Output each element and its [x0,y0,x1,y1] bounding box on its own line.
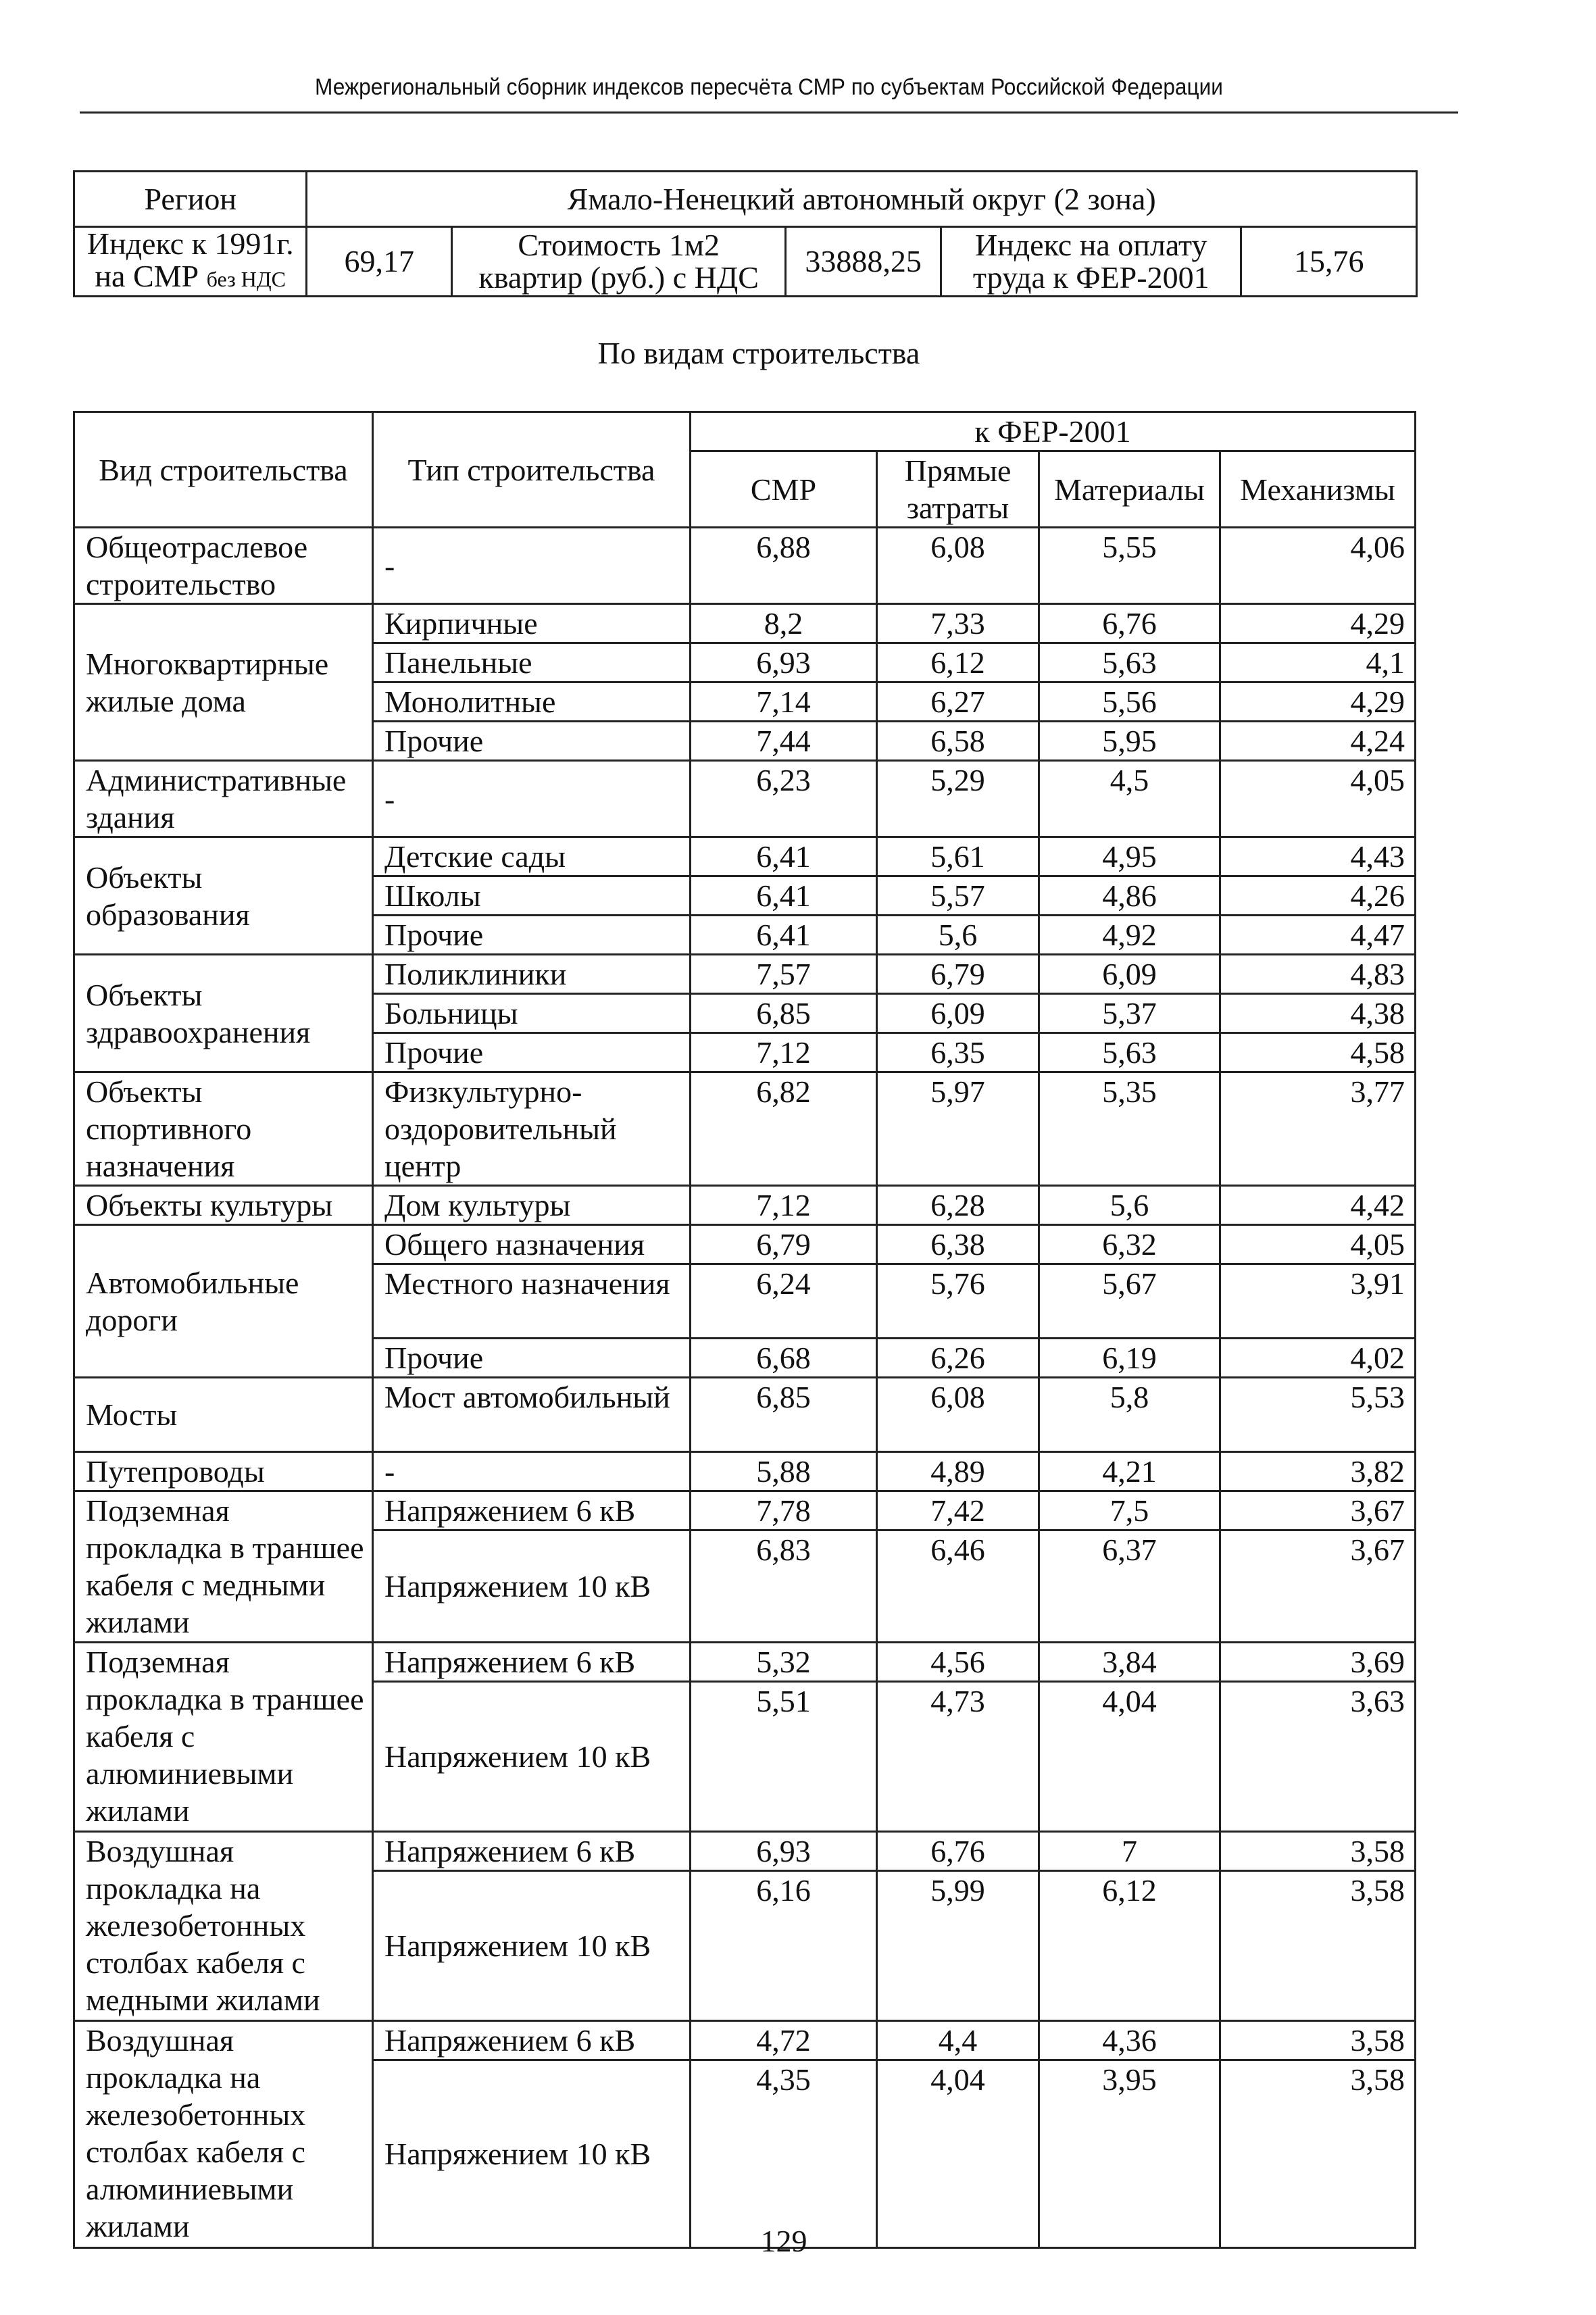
labor-label-line1: Индекс на оплату [974,228,1207,262]
value-smr: 6,41 [691,876,877,916]
construction-type: Прочие [373,722,691,761]
value-smr: 5,51 [691,1682,877,1832]
construction-type: Кирпичные [373,604,691,643]
col-header-materials: Материалы [1039,451,1220,528]
construction-kind: Административные здания [74,761,373,837]
value-mechanisms: 4,58 [1220,1033,1416,1072]
labor-label [941,227,1241,297]
value-direct: 6,38 [877,1225,1039,1264]
construction-type: Напряжением 6 кВ [373,2021,691,2060]
value-mechanisms: 3,63 [1220,1682,1416,1832]
value-smr: 7,57 [691,955,877,994]
labor-label-line2: труда к ФЕР-2001 [972,260,1210,295]
table-row [74,1491,1416,1530]
value-materials: 5,63 [1039,643,1220,682]
value-direct: 4,89 [877,1452,1039,1491]
table-row [74,1225,1416,1264]
value-direct: 6,08 [877,528,1039,604]
value-smr: 5,32 [691,1643,877,1682]
index-label-main: на СМР [95,259,199,293]
table-row [74,955,1416,994]
table-row [74,1452,1416,1491]
value-direct: 5,57 [877,876,1039,916]
value-mechanisms: 4,26 [1220,876,1416,916]
table-row [74,1378,1416,1452]
table-row [74,1072,1416,1186]
value-smr: 7,12 [691,1033,877,1072]
construction-type: Прочие [373,1339,691,1378]
value-smr: 6,85 [691,994,877,1033]
value-smr: 6,16 [691,1871,877,2021]
construction-type: Напряжением 10 кВ [373,2060,691,2248]
table-row [74,837,1416,876]
value-direct: 5,61 [877,837,1039,876]
value-smr: 6,23 [691,761,877,837]
table-body [74,528,1416,2248]
construction-type: Общего назначения [373,1225,691,1264]
value-mechanisms: 3,77 [1220,1072,1416,1186]
value-mechanisms: 4,1 [1220,643,1416,682]
index-label-small: без НДС [206,267,286,291]
value-mechanisms: 4,02 [1220,1339,1416,1378]
cost-label-line1: Стоимость 1м2 [518,228,720,262]
value-mechanisms: 4,38 [1220,994,1416,1033]
table-row [74,1186,1416,1225]
value-materials: 4,21 [1039,1452,1220,1491]
construction-type: Напряжением 6 кВ [373,1832,691,1871]
value-mechanisms: 3,67 [1220,1530,1416,1643]
value-direct: 6,26 [877,1339,1039,1378]
table-row [74,1643,1416,1682]
table-row [74,604,1416,643]
value-materials: 7,5 [1039,1491,1220,1530]
value-direct: 6,35 [877,1033,1039,1072]
index-label-line2 [79,260,301,295]
value-direct: 6,76 [877,1832,1039,1871]
construction-type: Физкультурно-оздоровительный центр [373,1072,691,1186]
value-materials: 5,67 [1039,1264,1220,1339]
value-smr: 4,72 [691,2021,877,2060]
value-direct: 6,12 [877,643,1039,682]
table-row [74,2021,1416,2060]
value-direct: 5,29 [877,761,1039,837]
value-direct: 6,09 [877,994,1039,1033]
value-mechanisms: 3,58 [1220,1871,1416,2021]
value-direct: 7,33 [877,604,1039,643]
value-mechanisms: 4,29 [1220,604,1416,643]
value-smr: 6,24 [691,1264,877,1339]
construction-type: - [373,528,691,604]
value-direct: 6,08 [877,1378,1039,1452]
col-header-group: к ФЕР-2001 [691,412,1416,451]
value-mechanisms: 5,53 [1220,1378,1416,1452]
value-materials: 5,63 [1039,1033,1220,1072]
value-smr: 4,35 [691,2060,877,2248]
value-smr: 7,44 [691,722,877,761]
value-mechanisms: 4,83 [1220,955,1416,994]
construction-kind: Мосты [74,1378,373,1452]
col-header-kind: Вид строительства [74,412,373,528]
value-smr: 8,2 [691,604,877,643]
value-materials: 6,12 [1039,1871,1220,2021]
value-mechanisms: 3,67 [1220,1491,1416,1530]
cost-label [452,227,786,297]
value-mechanisms: 3,91 [1220,1264,1416,1339]
value-materials: 5,56 [1039,682,1220,722]
table-row [74,528,1416,604]
value-mechanisms: 4,42 [1220,1186,1416,1225]
region-table [73,170,1418,297]
value-materials: 7 [1039,1832,1220,1871]
value-mechanisms: 3,69 [1220,1643,1416,1682]
index-value: 69,17 [307,227,452,297]
value-mechanisms: 3,58 [1220,1832,1416,1871]
value-direct: 6,58 [877,722,1039,761]
construction-kind: Многоквартирные жилые дома [74,604,373,761]
construction-kind: Объекты здравоохранения [74,955,373,1072]
value-smr: 7,14 [691,682,877,722]
section-title: По видам строительства [597,336,920,370]
value-mechanisms: 4,24 [1220,722,1416,761]
value-materials: 6,76 [1039,604,1220,643]
value-materials: 5,95 [1039,722,1220,761]
value-direct: 5,6 [877,916,1039,955]
value-direct: 5,99 [877,1871,1039,2021]
value-smr: 7,12 [691,1186,877,1225]
cost-value: 33888,25 [786,227,941,297]
value-mechanisms: 3,58 [1220,2060,1416,2248]
construction-type: Монолитные [373,682,691,722]
labor-value: 15,76 [1241,227,1417,297]
value-mechanisms: 4,47 [1220,916,1416,955]
value-smr: 6,88 [691,528,877,604]
value-materials: 3,84 [1039,1643,1220,1682]
construction-type: - [373,1452,691,1491]
value-materials: 6,32 [1039,1225,1220,1264]
construction-kind: Объекты образования [74,837,373,955]
construction-type: Напряжением 10 кВ [373,1530,691,1643]
value-mechanisms: 3,58 [1220,2021,1416,2060]
value-materials: 6,19 [1039,1339,1220,1378]
construction-kind: Объекты спортивного назначения [74,1072,373,1186]
value-materials: 6,37 [1039,1530,1220,1643]
value-materials: 4,95 [1039,837,1220,876]
value-materials: 5,35 [1039,1072,1220,1186]
value-smr: 6,85 [691,1378,877,1452]
value-smr: 6,68 [691,1339,877,1378]
value-materials: 4,5 [1039,761,1220,837]
construction-kind: Воздушная прокладка на железобетонных столбах кабеля с алюминиевыми жилами [74,2021,373,2248]
value-direct: 4,4 [877,2021,1039,2060]
construction-type: Детские сады [373,837,691,876]
value-direct: 5,97 [877,1072,1039,1186]
col-header-mechanisms: Механизмы [1220,451,1416,528]
value-materials: 4,92 [1039,916,1220,955]
construction-type: - [373,761,691,837]
value-materials: 4,04 [1039,1682,1220,1832]
value-smr: 6,83 [691,1530,877,1643]
construction-type: Школы [373,876,691,916]
header-rule [80,111,1458,114]
table-row [74,761,1416,837]
value-smr: 6,93 [691,643,877,682]
value-smr: 7,78 [691,1491,877,1530]
value-direct: 6,46 [877,1530,1039,1643]
construction-type: Прочие [373,916,691,955]
construction-type: Прочие [373,1033,691,1072]
construction-kind: Объекты культуры [74,1186,373,1225]
construction-kind: Общеотраслевое строительство [74,528,373,604]
index-label [74,227,307,297]
value-smr: 6,41 [691,916,877,955]
value-direct: 4,56 [877,1643,1039,1682]
value-mechanisms: 4,06 [1220,528,1416,604]
value-materials: 4,36 [1039,2021,1220,2060]
col-header-type: Тип строительства [373,412,691,528]
value-direct: 4,04 [877,2060,1039,2248]
construction-type: Напряжением 10 кВ [373,1871,691,2021]
construction-type: Напряжением 10 кВ [373,1682,691,1832]
construction-type: Поликлиники [373,955,691,994]
construction-type: Мост автомобильный [373,1378,691,1452]
construction-type: Больницы [373,994,691,1033]
construction-kind: Подземная прокладка в траншее кабеля с медными жилами [74,1491,373,1643]
value-mechanisms: 4,05 [1220,1225,1416,1264]
construction-kind: Автомобильные дороги [74,1225,373,1378]
value-materials: 3,95 [1039,2060,1220,2248]
value-materials: 5,55 [1039,528,1220,604]
index-label-line1: Индекс к 1991г. [86,226,294,261]
value-direct: 7,42 [877,1491,1039,1530]
value-smr: 6,82 [691,1072,877,1186]
value-direct: 5,76 [877,1264,1039,1339]
cost-label-line2: квартир (руб.) с НДС [478,260,759,295]
page-header: Межрегиональный сборник индексов пересчёта СМР по субъектам Российской Федерации [315,74,1223,100]
value-materials: 6,09 [1039,955,1220,994]
construction-kind: Путепроводы [74,1452,373,1491]
col-header-direct: Прямые затраты [877,451,1039,528]
value-materials: 4,86 [1039,876,1220,916]
construction-type: Дом культуры [373,1186,691,1225]
table-row [74,1832,1416,1871]
construction-type: Местного назначения [373,1264,691,1339]
value-direct: 6,79 [877,955,1039,994]
value-materials: 5,8 [1039,1378,1220,1452]
value-mechanisms: 4,29 [1220,682,1416,722]
construction-type: Панельные [373,643,691,682]
value-smr: 6,79 [691,1225,877,1264]
construction-kind: Воздушная прокладка на железобетонных столбах кабеля с медными жилами [74,1832,373,2021]
value-direct: 6,28 [877,1186,1039,1225]
construction-type: Напряжением 6 кВ [373,1643,691,1682]
value-mechanisms: 4,43 [1220,837,1416,876]
construction-kind: Подземная прокладка в траншее кабеля с алюминиевыми жилами [74,1643,373,1832]
value-direct: 6,27 [877,682,1039,722]
value-materials: 5,37 [1039,994,1220,1033]
region-label: Регион [74,172,307,227]
value-mechanisms: 4,05 [1220,761,1416,837]
page-number: 129 [760,2224,807,2258]
value-materials: 5,6 [1039,1186,1220,1225]
value-smr: 6,93 [691,1832,877,1871]
value-mechanisms: 3,82 [1220,1452,1416,1491]
value-smr: 6,41 [691,837,877,876]
value-smr: 5,88 [691,1452,877,1491]
construction-type: Напряжением 6 кВ [373,1491,691,1530]
index-table [73,411,1416,2249]
col-header-smr: СМР [691,451,877,528]
value-direct: 4,73 [877,1682,1039,1832]
region-value: Ямало-Ненецкий автономный округ (2 зона) [307,172,1417,227]
